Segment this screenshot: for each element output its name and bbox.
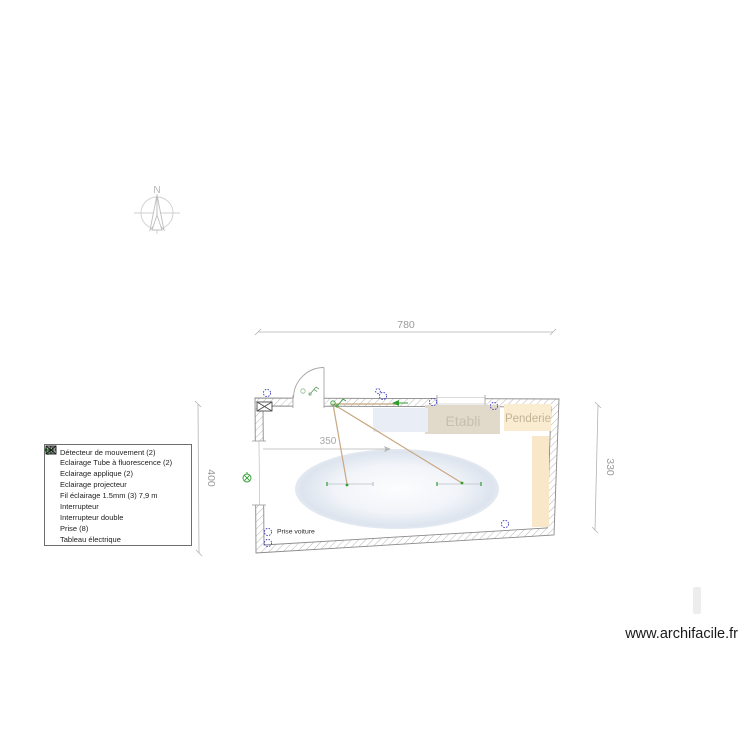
projector-light-icon [47, 480, 60, 490]
legend-item-label: Interrupteur double [60, 512, 124, 522]
legend-item-label: Tableau électrique [60, 534, 121, 544]
dimension-right-value: 330 [604, 458, 616, 476]
legend-item-label: Interrupteur [60, 501, 99, 511]
projector-light-symbol [346, 484, 349, 487]
dimension-interior-value: 350 [319, 436, 337, 447]
legend-item-label: Eclairage projecteur [60, 480, 127, 490]
wardrobe-label: Penderie [504, 413, 552, 425]
legend-box [44, 444, 192, 546]
wall-light-icon [47, 469, 60, 479]
electrical-panel-symbol [257, 402, 272, 411]
legend-item [47, 512, 189, 522]
double-switch-symbol [309, 387, 319, 395]
compass-rose [134, 194, 180, 234]
legend-item-label: Eclairage applique (2) [60, 469, 133, 479]
dimension-left [195, 401, 202, 556]
double-switch-icon [47, 512, 60, 522]
projector-light-symbol [461, 482, 464, 485]
legend-item-label: Détecteur de mouvement (2) [60, 447, 156, 457]
fluorescent-tube-icon [47, 458, 60, 468]
dimension-top-value: 780 [397, 319, 415, 331]
legend-item [47, 501, 189, 511]
wall-light-symbol [243, 472, 251, 482]
skylight-area [373, 408, 428, 432]
site-watermark[interactable]: www.archifacile.fr [625, 626, 738, 642]
legend-item [47, 491, 189, 501]
legend-item-label: Prise (8) [60, 523, 89, 533]
legend-item-label: Eclairage Tube à fluorescence (2) [60, 458, 173, 468]
legend-item [47, 458, 189, 468]
legend-item-label: Fil éclairage 1.5mm (3) 7,9 m [60, 491, 158, 500]
socket-icon [47, 523, 60, 533]
legend-item [47, 534, 189, 544]
door-opening [293, 394, 324, 409]
legend-item [47, 447, 189, 457]
dimension-left-value: 400 [205, 469, 217, 487]
car-shape [295, 449, 499, 529]
legend-item [47, 480, 189, 490]
car-socket-label: Prise voiture [277, 528, 315, 536]
window-left [252, 441, 266, 505]
scrollbar-thumb[interactable] [693, 587, 701, 614]
legend-item [47, 523, 189, 533]
storage-strip [532, 436, 549, 527]
dimension-right [592, 402, 601, 533]
compass-north-label: N [153, 185, 161, 196]
legend-item [47, 469, 189, 479]
switch-icon [47, 501, 60, 511]
workbench-label: Etabli [445, 413, 481, 429]
no-icon [47, 491, 60, 501]
electrical-panel-icon [47, 534, 60, 544]
